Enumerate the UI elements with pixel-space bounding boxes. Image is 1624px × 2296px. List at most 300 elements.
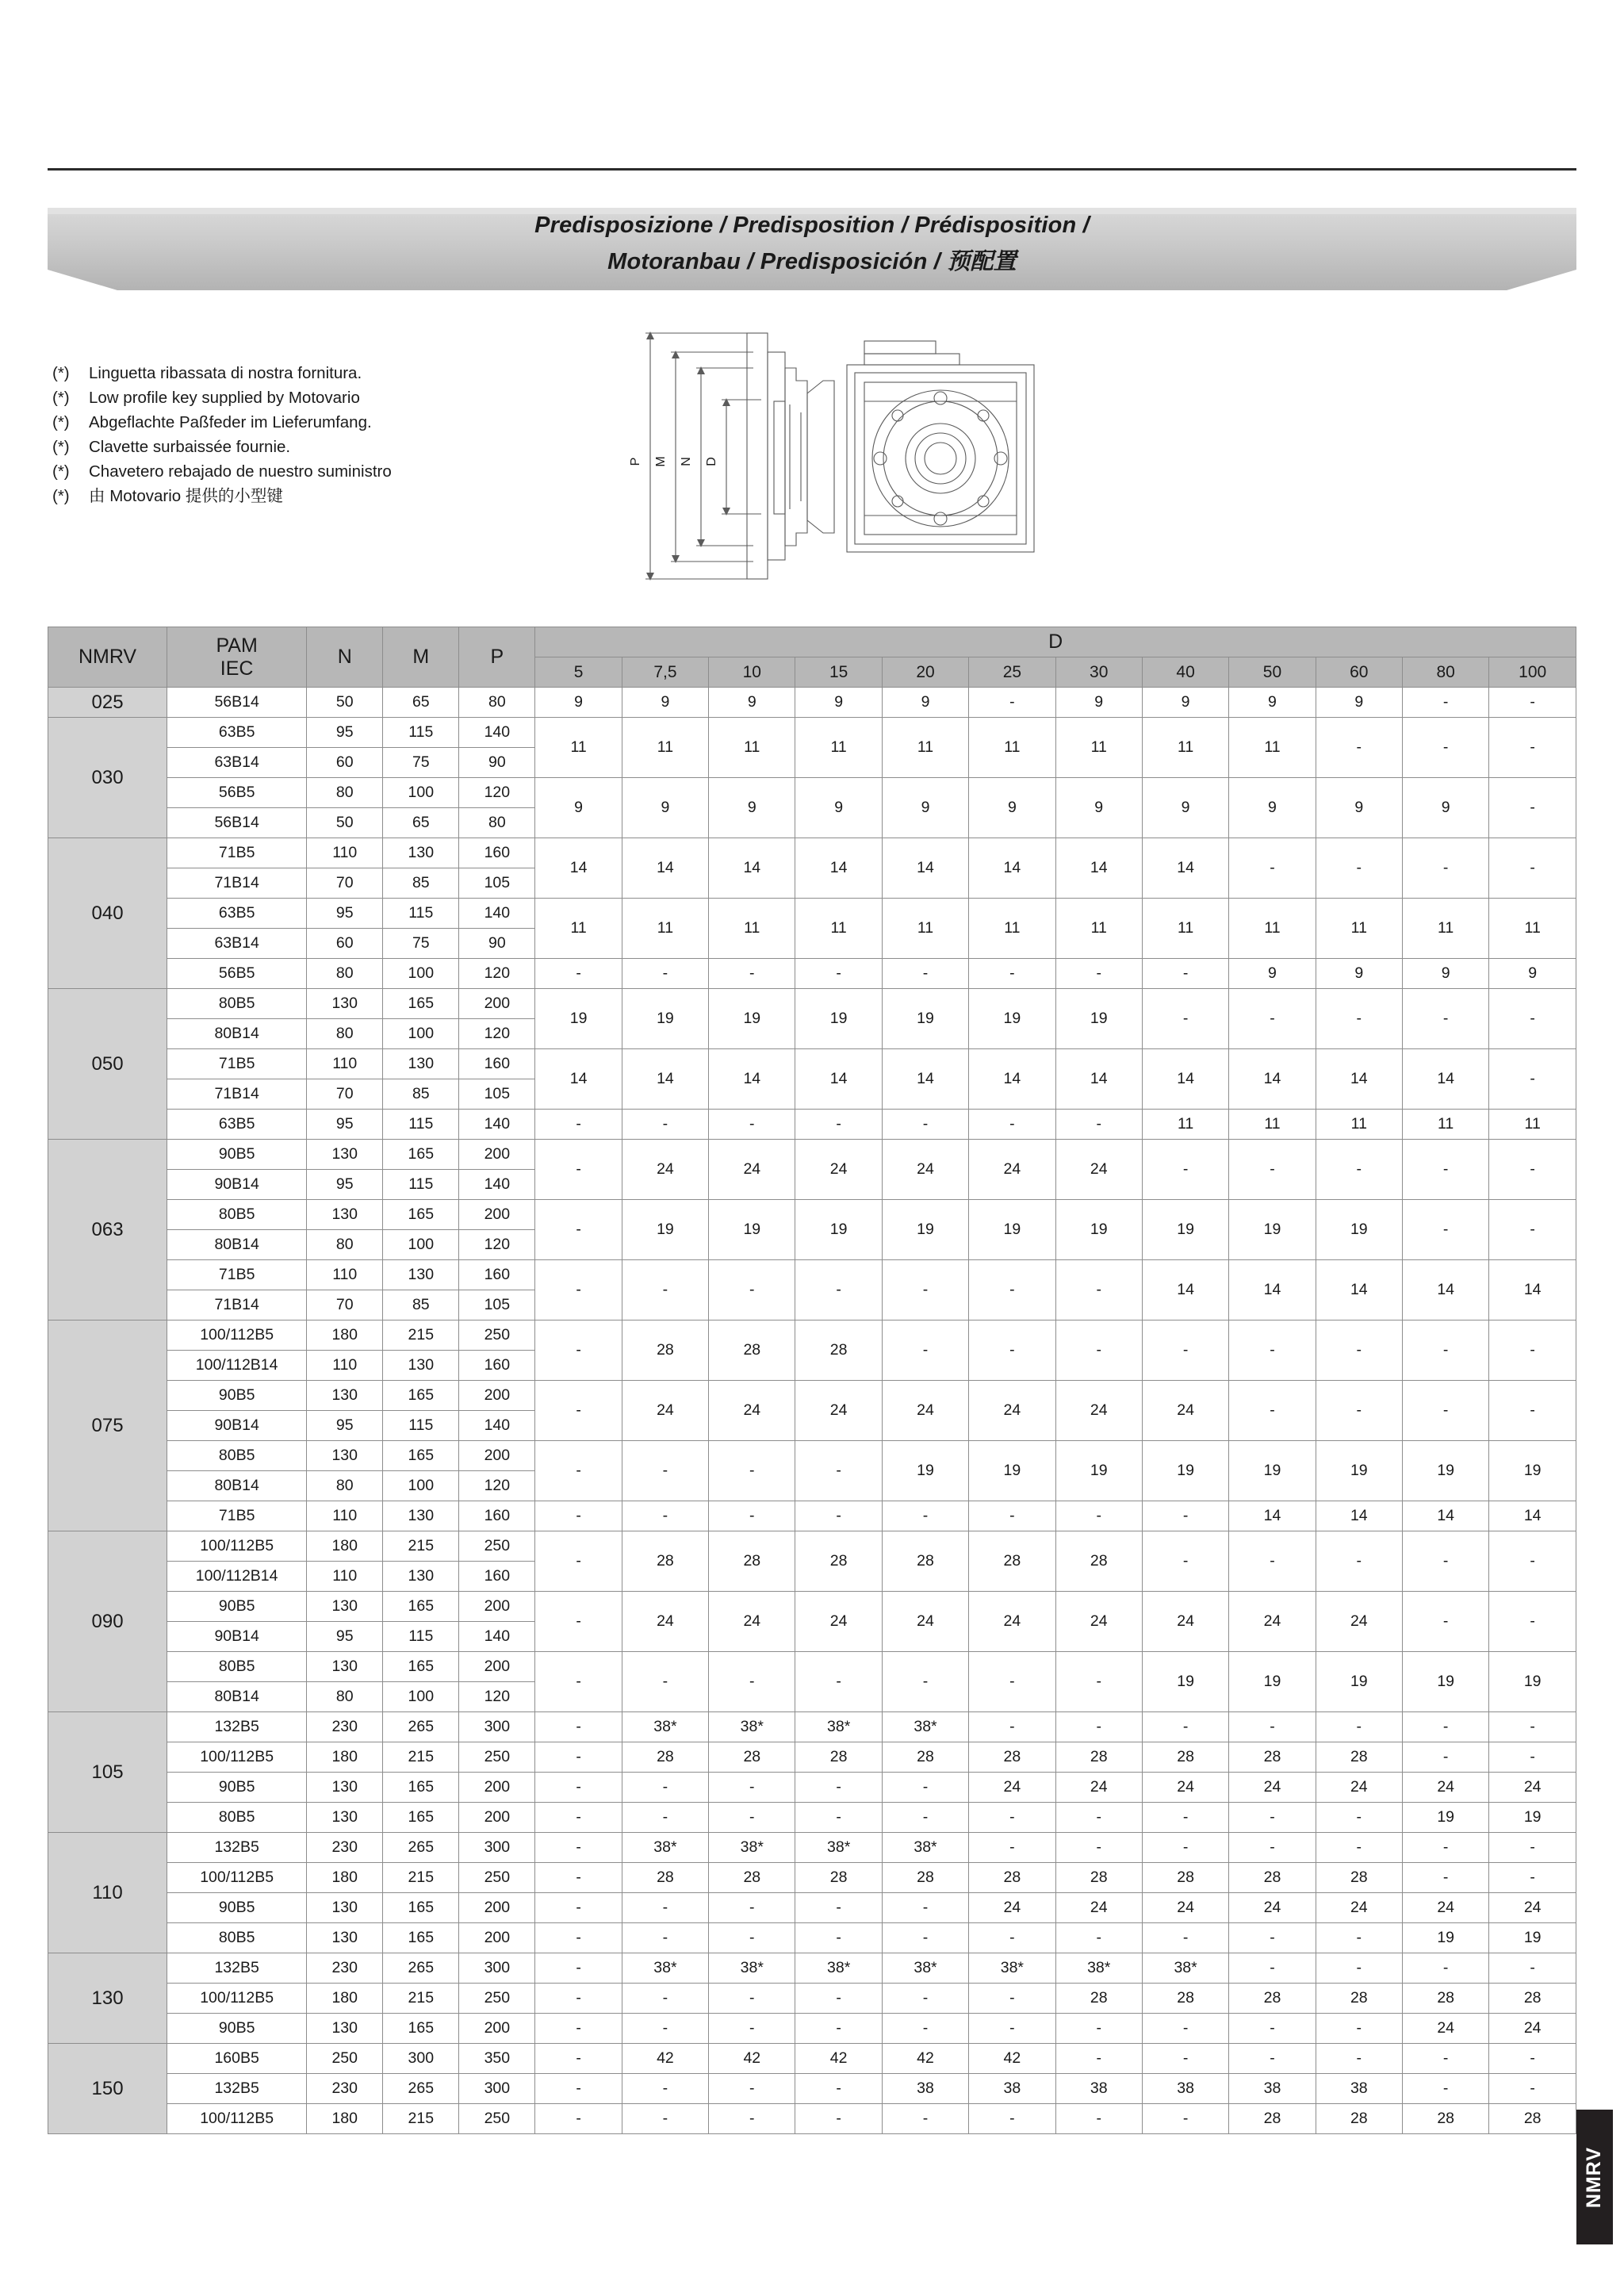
cell-d-value: 28 [795, 1863, 882, 1893]
cell-pam: 90B14 [167, 1622, 307, 1652]
cell-d-value: 19 [622, 989, 708, 1049]
cell-p: 140 [459, 899, 535, 929]
cell-d-value: 24 [1316, 1893, 1402, 1923]
cell-d-value: - [882, 2014, 968, 2044]
cell-d-value: 9 [1316, 778, 1402, 838]
cell-d-value: 38* [709, 1953, 795, 1984]
cell-d-value: - [1402, 1863, 1488, 1893]
cell-m: 165 [383, 1381, 459, 1411]
cell-d-value: 38* [709, 1833, 795, 1863]
cell-d-value: 19 [1055, 1441, 1142, 1501]
cell-m: 130 [383, 1049, 459, 1079]
cell-d-value: 38* [882, 1953, 968, 1984]
cell-d-value: 19 [709, 989, 795, 1049]
cell-d-value: 14 [1142, 838, 1228, 899]
cell-m: 100 [383, 1230, 459, 1260]
cell-pam: 100/112B5 [167, 2104, 307, 2134]
cell-n: 110 [307, 1351, 383, 1381]
cell-d-value: 14 [1402, 1501, 1488, 1531]
cell-n: 80 [307, 959, 383, 989]
table-row [48, 1320, 1576, 1351]
footnotes [52, 361, 623, 508]
cell-d-value: - [535, 1140, 622, 1200]
cell-d-value: - [969, 1260, 1055, 1320]
cell-p: 200 [459, 1200, 535, 1230]
cell-d-value: 19 [882, 1200, 968, 1260]
cell-d-value: - [1489, 778, 1576, 838]
cell-d-value: 38 [1055, 2074, 1142, 2104]
table-row [48, 2044, 1576, 2074]
cell-d-value: 28 [1229, 1742, 1316, 1773]
cell-d-value: 14 [1229, 1260, 1316, 1320]
cell-pam: 71B5 [167, 838, 307, 868]
cell-d-value: - [709, 1773, 795, 1803]
cell-n: 80 [307, 1471, 383, 1501]
cell-d-value: 28 [969, 1863, 1055, 1893]
cell-d-value: - [969, 1833, 1055, 1863]
cell-d-value: - [1316, 1712, 1402, 1742]
side-tab-label: NMRV [1583, 2146, 1606, 2208]
cell-d-value: 42 [882, 2044, 968, 2074]
cell-d-value: 28 [1316, 1984, 1402, 2014]
cell-n: 80 [307, 1230, 383, 1260]
cell-d-value: - [969, 2104, 1055, 2134]
cell-d-value: 11 [1489, 899, 1576, 959]
cell-d-value: - [969, 959, 1055, 989]
cell-d-value: 42 [622, 2044, 708, 2074]
cell-d-value: 14 [1489, 1260, 1576, 1320]
cell-d-value: 11 [709, 899, 795, 959]
cell-d-value: - [1316, 1923, 1402, 1953]
table-row [48, 899, 1576, 929]
cell-n: 130 [307, 1381, 383, 1411]
cell-d-value: 19 [795, 989, 882, 1049]
cell-n: 110 [307, 1049, 383, 1079]
cell-d-value: - [709, 2014, 795, 2044]
section-banner [48, 197, 1576, 292]
cell-d-value: 11 [1402, 1110, 1488, 1140]
table-row [48, 2104, 1576, 2134]
cell-d-value: 38* [882, 1712, 968, 1742]
cell-m: 215 [383, 1320, 459, 1351]
cell-m: 265 [383, 2074, 459, 2104]
cell-d-value: 14 [1229, 1049, 1316, 1110]
table-row [48, 778, 1576, 808]
cell-d-value: - [1229, 1712, 1316, 1742]
footnote-text: Clavette surbaissée fournie. [89, 438, 291, 456]
cell-n: 130 [307, 1652, 383, 1682]
cell-pam: 160B5 [167, 2044, 307, 2074]
cell-p: 120 [459, 1230, 535, 1260]
cell-d-value: - [535, 1712, 622, 1742]
cell-d-value: 11 [709, 718, 795, 778]
cell-d-value: - [1489, 2074, 1576, 2104]
cell-d-value: 11 [795, 718, 882, 778]
cell-m: 100 [383, 778, 459, 808]
cell-d-value: - [1142, 2014, 1228, 2044]
cell-d-value: 14 [1316, 1501, 1402, 1531]
row-group-nmrv: 050 [48, 989, 167, 1140]
cell-d-value: 28 [1055, 1984, 1142, 2014]
cell-m: 130 [383, 1260, 459, 1290]
cell-d-value: 24 [1055, 1893, 1142, 1923]
row-group-nmrv: 040 [48, 838, 167, 989]
cell-d-value: - [1316, 1833, 1402, 1863]
cell-d-value: - [882, 1652, 968, 1712]
cell-d-value: - [709, 1501, 795, 1531]
cell-d-value: 28 [795, 1320, 882, 1381]
cell-p: 120 [459, 1471, 535, 1501]
cell-n: 180 [307, 2104, 383, 2134]
cell-d-value: - [622, 1652, 708, 1712]
cell-n: 180 [307, 1742, 383, 1773]
cell-d-value: - [1402, 1140, 1488, 1200]
cell-d-value: 24 [969, 1140, 1055, 1200]
col-header-pam-line1: PAM [216, 634, 258, 657]
cell-d-value: - [1489, 1592, 1576, 1652]
table-row [48, 1893, 1576, 1923]
cell-d-value: 19 [535, 989, 622, 1049]
cell-d-value: - [1229, 1953, 1316, 1984]
cell-d-value: 28 [709, 1742, 795, 1773]
cell-d-value: 9 [882, 778, 968, 838]
cell-d-value: - [709, 1652, 795, 1712]
cell-p: 300 [459, 1953, 535, 1984]
cell-p: 200 [459, 2014, 535, 2044]
footnote-marker: (*) [52, 364, 70, 382]
cell-d-value: 11 [1142, 718, 1228, 778]
cell-d-value: - [622, 1773, 708, 1803]
cell-d-value: 11 [1229, 899, 1316, 959]
cell-m: 85 [383, 1079, 459, 1110]
cell-n: 230 [307, 1953, 383, 1984]
cell-d-value: 24 [709, 1381, 795, 1441]
cell-d-value: - [622, 1260, 708, 1320]
cell-d-value: 19 [795, 1200, 882, 1260]
cell-d-value: - [709, 1893, 795, 1923]
cell-p: 120 [459, 1019, 535, 1049]
cell-d-value: 14 [535, 838, 622, 899]
table-row [48, 1501, 1576, 1531]
table-row [48, 1441, 1576, 1471]
cell-p: 200 [459, 1773, 535, 1803]
cell-m: 115 [383, 899, 459, 929]
cell-n: 180 [307, 1320, 383, 1351]
cell-d-value: 11 [969, 718, 1055, 778]
cell-d-value: 28 [1142, 1984, 1228, 2014]
cell-m: 75 [383, 929, 459, 959]
cell-pam: 71B14 [167, 1290, 307, 1320]
cell-d-value: 38 [882, 2074, 968, 2104]
cell-d-value: - [795, 1803, 882, 1833]
row-group-nmrv: 090 [48, 1531, 167, 1712]
cell-m: 265 [383, 1712, 459, 1742]
cell-d-value: 24 [1055, 1773, 1142, 1803]
cell-d-value: 24 [882, 1381, 968, 1441]
cell-d-value: 9 [622, 688, 708, 718]
col-header-d-1: 7,5 [622, 657, 708, 688]
cell-d-value: - [535, 2074, 622, 2104]
cell-d-value: 9 [1055, 778, 1142, 838]
cell-n: 110 [307, 1260, 383, 1290]
cell-n: 110 [307, 838, 383, 868]
cell-d-value: 28 [1489, 1984, 1576, 2014]
cell-pam: 100/112B5 [167, 1742, 307, 1773]
footnote-item [52, 385, 623, 410]
cell-d-value: 11 [1055, 899, 1142, 959]
footnote-item [52, 410, 623, 435]
cell-d-value: 19 [1316, 1441, 1402, 1501]
cell-n: 110 [307, 1501, 383, 1531]
cell-d-value: 24 [622, 1140, 708, 1200]
cell-pam: 80B14 [167, 1230, 307, 1260]
cell-n: 130 [307, 1140, 383, 1170]
cell-d-value: - [535, 1863, 622, 1893]
cell-p: 160 [459, 1562, 535, 1592]
cell-d-value: 38* [882, 1833, 968, 1863]
cell-d-value: - [1055, 2104, 1142, 2134]
cell-d-value: - [709, 1260, 795, 1320]
cell-d-value: 38* [622, 1953, 708, 1984]
cell-d-value: 28 [1229, 1863, 1316, 1893]
cell-m: 65 [383, 808, 459, 838]
cell-d-value: 42 [709, 2044, 795, 2074]
table-row [48, 1531, 1576, 1562]
col-header-pam-line2: IEC [220, 657, 254, 680]
cell-d-value: 19 [882, 1441, 968, 1501]
cell-d-value: - [1489, 989, 1576, 1049]
cell-pam: 71B14 [167, 868, 307, 899]
cell-m: 165 [383, 1803, 459, 1833]
cell-d-value: - [1316, 989, 1402, 1049]
table-row [48, 2014, 1576, 2044]
cell-d-value: - [882, 1773, 968, 1803]
cell-pam: 63B14 [167, 748, 307, 778]
cell-d-value: - [795, 1110, 882, 1140]
row-group-nmrv: 130 [48, 1953, 167, 2044]
cell-d-value: 14 [795, 838, 882, 899]
cell-m: 215 [383, 1984, 459, 2014]
cell-d-value: - [535, 1200, 622, 1260]
row-group-nmrv: 025 [48, 688, 167, 718]
col-header-p: P [459, 627, 535, 688]
col-header-m: M [383, 627, 459, 688]
cell-d-value: 28 [1229, 2104, 1316, 2134]
cell-d-value: 9 [1402, 778, 1488, 838]
cell-pam: 80B5 [167, 1200, 307, 1230]
cell-d-value: - [1142, 1501, 1228, 1531]
cell-m: 130 [383, 1351, 459, 1381]
cell-d-value: 9 [1316, 959, 1402, 989]
cell-pam: 71B14 [167, 1079, 307, 1110]
cell-d-value: 28 [795, 1742, 882, 1773]
cell-d-value: - [882, 1803, 968, 1833]
cell-m: 115 [383, 1110, 459, 1140]
cell-d-value: 24 [709, 1140, 795, 1200]
cell-n: 130 [307, 989, 383, 1019]
cell-p: 140 [459, 1110, 535, 1140]
cell-p: 105 [459, 1079, 535, 1110]
cell-n: 80 [307, 778, 383, 808]
cell-m: 165 [383, 1652, 459, 1682]
cell-d-value: 24 [709, 1592, 795, 1652]
cell-p: 200 [459, 1441, 535, 1471]
cell-d-value: 42 [969, 2044, 1055, 2074]
cell-d-value: 9 [1489, 959, 1576, 989]
cell-d-value: - [1229, 989, 1316, 1049]
footnote-item [52, 484, 623, 508]
cell-n: 130 [307, 1773, 383, 1803]
cell-d-value: - [1489, 1381, 1576, 1441]
cell-d-value: - [1402, 1742, 1488, 1773]
cell-d-value: - [795, 2014, 882, 2044]
col-header-d-0: 5 [535, 657, 622, 688]
cell-n: 70 [307, 1290, 383, 1320]
cell-pam: 100/112B5 [167, 1863, 307, 1893]
cell-n: 250 [307, 2044, 383, 2074]
cell-d-value: - [622, 959, 708, 989]
cell-d-value: 19 [1489, 1441, 1576, 1501]
col-header-d-8: 50 [1229, 657, 1316, 688]
cell-d-value: 38 [1142, 2074, 1228, 2104]
cell-d-value: 19 [1402, 1652, 1488, 1712]
cell-d-value: - [1489, 1320, 1576, 1381]
cell-n: 180 [307, 1984, 383, 2014]
cell-m: 165 [383, 1893, 459, 1923]
cell-n: 50 [307, 808, 383, 838]
footnote-marker: (*) [52, 462, 70, 481]
cell-pam: 63B5 [167, 1110, 307, 1140]
cell-d-value: - [1489, 1531, 1576, 1592]
col-header-d-9: 60 [1316, 657, 1402, 688]
cell-d-value: 24 [882, 1592, 968, 1652]
cell-d-value: - [1489, 2044, 1576, 2074]
cell-n: 60 [307, 929, 383, 959]
cell-d-value: 9 [882, 688, 968, 718]
cell-d-value: 9 [1055, 688, 1142, 718]
cell-m: 165 [383, 1200, 459, 1230]
cell-d-value: 14 [1055, 1049, 1142, 1110]
cell-d-value: - [1142, 989, 1228, 1049]
cell-p: 200 [459, 1923, 535, 1953]
cell-d-value: 9 [1142, 778, 1228, 838]
cell-d-value: 11 [1142, 1110, 1228, 1140]
cell-d-value: - [709, 1984, 795, 2014]
cell-pam: 80B5 [167, 1803, 307, 1833]
cell-m: 165 [383, 1592, 459, 1622]
cell-d-value: 28 [795, 1531, 882, 1592]
footnote-text: Chavetero rebajado de nuestro suministro [89, 462, 392, 481]
cell-m: 130 [383, 1501, 459, 1531]
cell-p: 105 [459, 1290, 535, 1320]
cell-d-value: 28 [1055, 1863, 1142, 1893]
cell-d-value: - [1316, 2014, 1402, 2044]
cell-d-value: - [1142, 1923, 1228, 1953]
cell-pam: 90B5 [167, 1773, 307, 1803]
cell-d-value: - [1229, 1140, 1316, 1200]
cell-d-value: 28 [1316, 1742, 1402, 1773]
cell-d-value: - [795, 1923, 882, 1953]
cell-n: 95 [307, 1110, 383, 1140]
cell-d-value: - [622, 1110, 708, 1140]
cell-n: 180 [307, 1531, 383, 1562]
cell-m: 100 [383, 1471, 459, 1501]
cell-m: 130 [383, 1562, 459, 1592]
cell-d-value: 28 [622, 1320, 708, 1381]
cell-d-value: - [622, 2104, 708, 2134]
cell-d-value: - [709, 2104, 795, 2134]
cell-d-value: - [1142, 1531, 1228, 1592]
cell-d-value: - [1402, 1531, 1488, 1592]
cell-d-value: - [1055, 1110, 1142, 1140]
cell-d-value: 19 [1489, 1803, 1576, 1833]
cell-pam: 100/112B5 [167, 1984, 307, 2014]
cell-d-value: - [535, 959, 622, 989]
cell-pam: 132B5 [167, 2074, 307, 2104]
cell-d-value: 24 [1489, 2014, 1576, 2044]
cell-d-value: 28 [1402, 2104, 1488, 2134]
cell-d-value: 28 [1229, 1984, 1316, 2014]
cell-d-value: 14 [622, 838, 708, 899]
cell-d-value: - [1402, 1592, 1488, 1652]
cell-d-value: 28 [1055, 1531, 1142, 1592]
cell-n: 95 [307, 1622, 383, 1652]
cell-d-value: 24 [622, 1592, 708, 1652]
cell-p: 160 [459, 1501, 535, 1531]
cell-d-value: - [795, 2074, 882, 2104]
cell-d-value: 11 [969, 899, 1055, 959]
cell-n: 110 [307, 1562, 383, 1592]
footnote-marker: (*) [52, 413, 70, 431]
col-header-d-10: 80 [1402, 657, 1488, 688]
cell-d-value: - [1055, 1320, 1142, 1381]
cell-p: 140 [459, 1411, 535, 1441]
cell-d-value: 19 [1229, 1200, 1316, 1260]
cell-d-value: 19 [1316, 1652, 1402, 1712]
banner-title-line2: Motoranbau / Predisposición / 预配置 [607, 249, 1017, 274]
cell-d-value: 11 [1142, 899, 1228, 959]
footnote-marker: (*) [52, 487, 70, 505]
cell-d-value: 19 [1142, 1652, 1228, 1712]
cell-d-value: - [1402, 1833, 1488, 1863]
cell-m: 85 [383, 868, 459, 899]
cell-pam: 80B5 [167, 1441, 307, 1471]
cell-d-value: - [969, 1712, 1055, 1742]
cell-d-value: 11 [535, 718, 622, 778]
cell-pam: 80B5 [167, 989, 307, 1019]
cell-pam: 56B5 [167, 959, 307, 989]
cell-d-value: - [622, 2014, 708, 2044]
cell-d-value: - [1402, 1712, 1488, 1742]
cell-d-value: 19 [622, 1200, 708, 1260]
cell-d-value: - [1489, 1863, 1576, 1893]
cell-pam: 63B5 [167, 718, 307, 748]
cell-m: 215 [383, 1531, 459, 1562]
predisposition-table [48, 627, 1576, 2134]
cell-d-value: - [795, 1773, 882, 1803]
cell-p: 200 [459, 1140, 535, 1170]
cell-d-value: 38* [795, 1833, 882, 1863]
cell-p: 105 [459, 868, 535, 899]
cell-d-value: - [969, 1320, 1055, 1381]
cell-d-value: - [795, 959, 882, 989]
cell-d-value: 38* [622, 1833, 708, 1863]
cell-d-value: - [622, 1923, 708, 1953]
cell-d-value: 24 [882, 1140, 968, 1200]
table-row [48, 1200, 1576, 1230]
cell-d-value: 24 [622, 1381, 708, 1441]
cell-m: 100 [383, 1682, 459, 1712]
